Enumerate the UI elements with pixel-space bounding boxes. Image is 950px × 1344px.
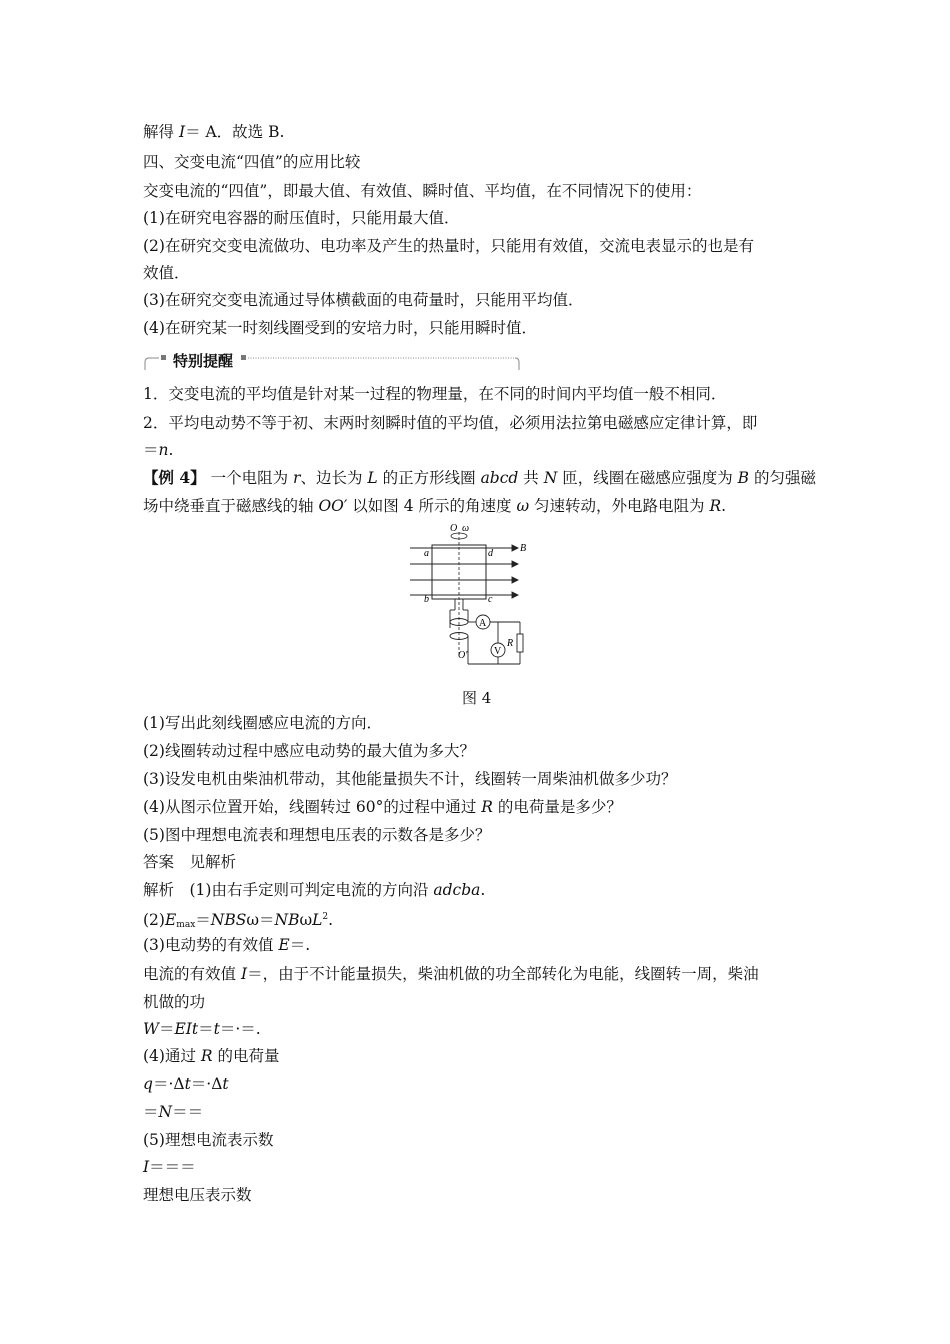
solution-line xyxy=(143,1046,280,1066)
text: 解得 xyxy=(143,123,179,141)
text: ＝·Δ xyxy=(190,1075,223,1093)
text: 电流的有效值 xyxy=(143,965,241,983)
label-R: R xyxy=(507,638,514,649)
var: ω xyxy=(516,497,530,515)
label-A: A xyxy=(479,618,487,629)
text: ＝ xyxy=(198,1020,214,1038)
text: . xyxy=(168,441,174,459)
label-V: V xyxy=(494,646,502,657)
var-I: I xyxy=(178,123,186,141)
paragraph-line: (4)在研究某一时刻线圈受到的安培力时，只能用瞬时值． xyxy=(143,319,537,337)
text: 共 xyxy=(518,469,544,487)
label-a: a xyxy=(424,548,429,559)
text: 、边长为 xyxy=(300,469,368,487)
solution-line xyxy=(143,122,284,142)
label-omega: ω xyxy=(462,523,470,534)
note-line: 1．交变电流的平均值是针对某一过程的物理量，在不同的时间内平均值一般不相同． xyxy=(143,385,727,403)
var: L xyxy=(312,911,323,929)
label-B: B xyxy=(520,543,527,554)
label-d: d xyxy=(488,548,493,559)
text: 的电荷量是多少？ xyxy=(492,798,622,816)
text: ＝＝＝ xyxy=(149,1158,196,1176)
var: q xyxy=(143,1075,153,1093)
question-line: (5)图中理想电流表和理想电压表的示数各是多少？ xyxy=(143,826,491,844)
text: ＝ xyxy=(143,1103,159,1121)
text: ＝·Δ xyxy=(152,1075,185,1093)
var: OO′ xyxy=(318,497,348,515)
paragraph-line: 效值． xyxy=(143,264,190,282)
var: t xyxy=(222,1075,229,1093)
answer-line: 答案 见解析 xyxy=(143,853,237,871)
question-line: (2)线圈转动过程中感应电动势的最大值为多大？ xyxy=(143,742,475,760)
text: 的电荷量 xyxy=(212,1047,280,1065)
var: E xyxy=(164,911,177,929)
paragraph-line: 交变电流的“四值”，即最大值、有效值、瞬时值、平均值，在不同情况下的使用： xyxy=(143,182,702,200)
note-line: 2．平均电动势不等于初、末两时刻瞬时值的平均值，必须用法拉第电磁感应定律计算，即 xyxy=(143,414,758,432)
text: 场中绕垂直于磁感线的轴 xyxy=(143,497,319,515)
text: ＝ xyxy=(195,911,211,929)
note-line xyxy=(143,440,173,460)
solution-line: (5)理想电流表示数 xyxy=(143,1131,274,1149)
solution-line xyxy=(143,880,485,900)
text: . xyxy=(328,911,334,929)
text: 解析 (1)由右手定则可判定电流的方向沿 xyxy=(143,881,434,899)
text: 匝，线圈在磁感应强度为 xyxy=(557,469,738,487)
question-line xyxy=(143,797,622,817)
var-n: n xyxy=(158,441,169,459)
solution-line xyxy=(143,935,310,955)
var: L xyxy=(367,469,378,487)
var: I xyxy=(143,1158,150,1176)
text: ＝ xyxy=(143,441,159,459)
paragraph-line: (1)在研究电容器的耐压值时，只能用最大值． xyxy=(143,209,460,227)
solution-line: 机做的功 xyxy=(143,993,206,1011)
var: adcba xyxy=(433,881,481,899)
figure-caption: 图 4 xyxy=(462,689,492,707)
example-line xyxy=(143,496,726,516)
label-c: c xyxy=(488,594,493,605)
superscript: 2 xyxy=(322,912,329,922)
coil-diagram xyxy=(400,518,540,678)
var: R xyxy=(709,497,722,515)
var: NB xyxy=(274,911,300,929)
paragraph-line: (3)在研究交变电流通过导体横截面的电荷量时，只能用平均值． xyxy=(143,291,584,309)
text: ω xyxy=(299,911,313,929)
label-O: O xyxy=(450,523,458,534)
text: 的正方形线圈 xyxy=(377,469,481,487)
var: t xyxy=(184,1075,191,1093)
var: r xyxy=(293,469,301,487)
figure-4 xyxy=(400,518,540,678)
text: 的匀强磁 xyxy=(749,469,816,487)
solution-line xyxy=(143,1019,261,1039)
text: (4)通过 xyxy=(143,1047,201,1065)
text: . xyxy=(721,497,727,515)
text: ＝，由于不计能量损失，柴油机做的功全部转化为电能，线圈转一周，柴油 xyxy=(247,965,759,983)
solution-line xyxy=(143,964,759,984)
var: abcd xyxy=(480,469,519,487)
var: t xyxy=(213,1020,220,1038)
text: 一个电阻为 xyxy=(205,469,294,487)
text: ＝·＝. xyxy=(219,1020,261,1038)
text: ＝ A．故选 B. xyxy=(185,123,285,141)
var: EIt xyxy=(174,1020,199,1038)
paragraph-line: (2)在研究交变电流做功、电功率及产生的热量时，只能用有效值，交流电表显示的也是有 xyxy=(143,237,754,255)
var: N xyxy=(158,1103,173,1121)
label-b: b xyxy=(424,594,429,605)
text: (4)从图示位置开始，线圈转过 60°的过程中通过 xyxy=(143,798,482,816)
var: N xyxy=(543,469,558,487)
var: B xyxy=(737,469,750,487)
example-line xyxy=(143,468,816,488)
solution-line: 理想电压表示数 xyxy=(143,1186,252,1204)
section-heading: 四、交变电流“四值”的应用比较 xyxy=(143,153,361,171)
solution-line xyxy=(143,1102,203,1122)
var: R xyxy=(481,798,493,816)
var: W xyxy=(143,1020,159,1038)
var: I xyxy=(240,965,248,983)
text: 匀速转动，外电路电阻为 xyxy=(529,497,710,515)
question-line: (3)设发电机由柴油机带动，其他能量损失不计，线圈转一周柴油机做多少功？ xyxy=(143,770,677,788)
text: (3)电动势的有效值 xyxy=(143,936,279,954)
text: ＝＝ xyxy=(172,1103,204,1121)
var: NBS xyxy=(210,911,247,929)
var: R xyxy=(200,1047,213,1065)
var: E xyxy=(278,936,290,954)
text: ＝ xyxy=(158,1020,175,1038)
subscript: max xyxy=(176,920,196,930)
solution-line xyxy=(143,1157,196,1177)
text: . xyxy=(480,881,486,899)
note-title: 特别提醒 xyxy=(173,352,234,370)
example-tag: 【例 4】 xyxy=(143,468,206,487)
solution-line xyxy=(143,1074,229,1094)
solution-line xyxy=(143,907,333,935)
text: ＝. xyxy=(289,936,311,954)
question-line: (1)写出此刻线圈感应电流的方向． xyxy=(143,714,382,732)
text: ω＝ xyxy=(246,911,275,929)
label-Oprime: O′ xyxy=(458,650,468,661)
text: (2) xyxy=(143,911,165,929)
note-header xyxy=(143,348,523,372)
text: 以如图 4 所示的角速度 xyxy=(347,497,517,515)
